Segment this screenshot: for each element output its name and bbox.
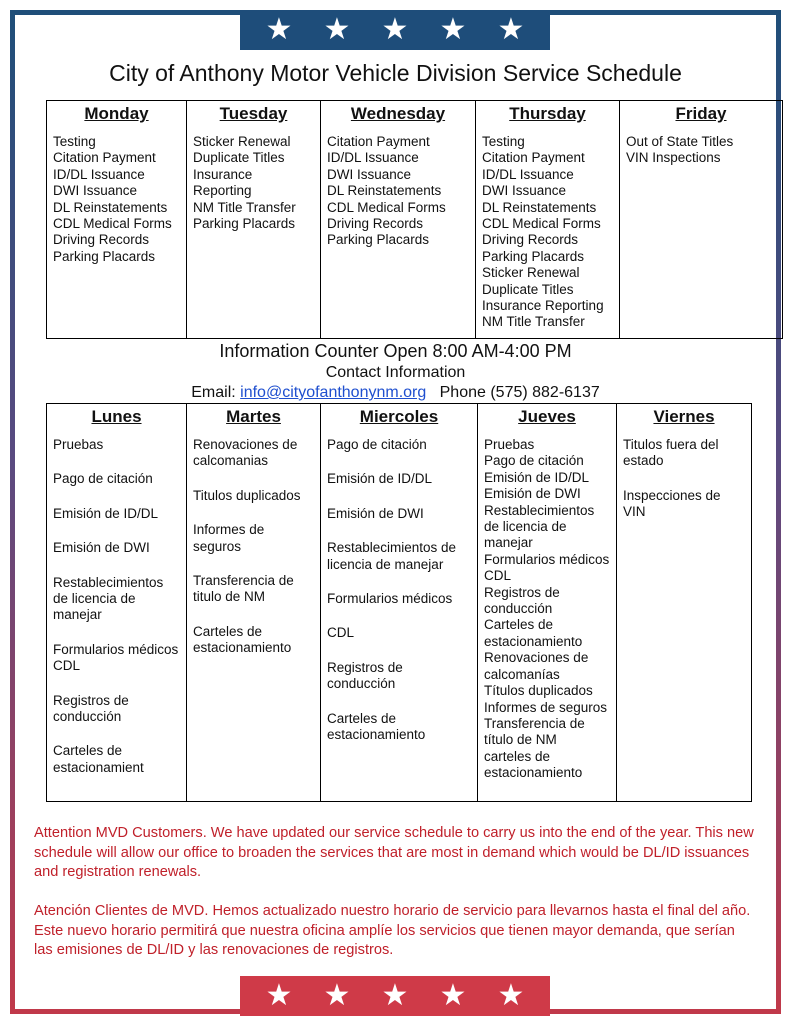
service-item: Parking Placards [193, 216, 296, 232]
service-item: Titulos fuera del estado [623, 437, 719, 469]
service-list [626, 134, 776, 167]
service-item: Restablecimientos de licencia de manejar [484, 502, 595, 551]
wednesday-column [321, 101, 476, 339]
service-item: Sticker Renewal [482, 265, 580, 281]
service-item: DL Reinstatements [53, 199, 168, 215]
day-heading: Thursday [509, 104, 586, 123]
day-heading: Wednesday [350, 104, 446, 123]
spanish-notice: Atención Clientes de MVD. Hemos actualizado nuestro horario de servicio para llevarnos hasta el final del año. Este nuevo horario permitirá que nuestra oficina amplíe los servicios que tienen mayor demanda, que serían las emisiones de DL/ID y las renovaciones de registros. [34, 903, 751, 958]
service-item: Inspecciones de VIN [623, 487, 721, 520]
service-item: Driving Records [327, 216, 424, 232]
service-item: Registros de conducción [484, 584, 560, 617]
lunes-column [47, 404, 187, 802]
star-icon: ★ [381, 12, 409, 47]
service-item: Carteles de estacionamiento [327, 710, 426, 743]
service-item: Driving Records [53, 232, 150, 248]
service-item: Pruebas [53, 437, 104, 452]
service-item: Parking Placards [327, 232, 430, 248]
service-item: Testing [53, 134, 96, 149]
service-list [53, 134, 180, 265]
martes-column [187, 404, 321, 802]
service-item: Citation Payment [53, 150, 156, 166]
service-list [193, 134, 314, 232]
service-list [623, 437, 745, 521]
service-item: Emisión de DWI [327, 505, 424, 521]
service-item: Pago de citación [327, 437, 427, 452]
email-link[interactable]: info@cityofanthonynm.org [240, 384, 427, 401]
service-item: Pago de citación [484, 453, 584, 469]
star-icon: ★ [497, 12, 525, 47]
service-item: Out of State Titles [626, 134, 734, 149]
service-item: Duplicate Titles [193, 150, 285, 166]
star-icon: ★ [439, 12, 467, 47]
star-icon: ★ [381, 978, 409, 1013]
service-item: Testing [482, 134, 525, 149]
english-notice: Attention MVD Customers. We have updated our service schedule to carry us into the end of the year. This new schedule will allow our office to broaden the services that are most in demand which would be DL/ID issuances and registration renewals. [34, 825, 754, 880]
service-item: Informes de seguros [484, 699, 608, 715]
service-list [327, 437, 471, 743]
day-heading: Martes [226, 407, 281, 426]
service-item: Insurance Reporting [482, 298, 604, 314]
service-item: DL Reinstatements [327, 183, 442, 199]
email-label: Email: [191, 384, 236, 401]
service-item: Emisión de DWI [53, 540, 150, 556]
service-item: Transferencia de título de NM [484, 715, 585, 748]
top-star-banner [240, 10, 550, 50]
service-item: Restablecimientos de licencia de manejar [327, 540, 457, 572]
day-heading: Tuesday [219, 104, 288, 123]
service-list [484, 437, 610, 782]
service-item: CDL Medical Forms [53, 216, 172, 232]
service-item: DWI Issuance [327, 166, 412, 182]
service-item: Pago de citación [53, 471, 153, 487]
service-list [327, 134, 469, 249]
service-item: Renovaciones de calcomanías [484, 650, 589, 682]
day-heading: Monday [84, 104, 149, 123]
tuesday-column [187, 101, 321, 339]
service-item: Citation Payment [327, 134, 430, 149]
service-item: Registros de conducción [53, 692, 129, 725]
service-item: ID/DL Issuance [482, 166, 574, 182]
service-item: CDL [327, 625, 355, 641]
service-list [53, 437, 180, 776]
service-item: DWI Issuance [482, 183, 567, 199]
service-item: Titulos duplicados [193, 487, 301, 503]
service-item: Sticker Renewal [193, 134, 291, 149]
service-item: VIN Inspections [626, 150, 721, 166]
star-icon: ★ [497, 978, 525, 1013]
bottom-star-banner [240, 976, 550, 1016]
service-item: NM Title Transfer [482, 314, 585, 330]
service-item: Registros de conducción [327, 659, 403, 692]
jueves-column [478, 404, 617, 802]
star-icon: ★ [323, 12, 351, 47]
service-item: DL Reinstatements [482, 199, 597, 215]
service-item: Carteles de estacionamiento [193, 623, 292, 656]
contact-heading: Contact Information [325, 364, 466, 381]
day-heading: Miercoles [359, 407, 439, 426]
service-item: Formularios médicos [327, 591, 453, 607]
monday-column [47, 101, 187, 339]
star-icon: ★ [265, 978, 293, 1013]
viernes-column [617, 404, 752, 802]
star-icon: ★ [323, 978, 351, 1013]
service-item: Driving Records [482, 232, 579, 248]
service-item: ID/DL Issuance [53, 166, 145, 182]
service-item: Restablecimientos de licencia de manejar [53, 574, 164, 623]
service-item: Carteles de estacionamiento [484, 617, 583, 649]
spanish-schedule-table [46, 403, 752, 802]
service-item: ID/DL Issuance [327, 150, 419, 166]
thursday-column [476, 101, 620, 339]
service-item: Transferencia de titulo de NM [193, 573, 294, 605]
day-heading: Friday [675, 104, 727, 123]
service-item: Pruebas [484, 437, 535, 452]
service-item: DWI Issuance [53, 183, 138, 199]
service-item: Emisión de DWI [484, 486, 581, 502]
counter-hours: Information Counter Open 8:00 AM-4:00 PM [219, 341, 572, 361]
miercoles-column [321, 404, 478, 802]
service-item: carteles de estacionamiento [484, 748, 583, 781]
service-item: Duplicate Titles [482, 281, 574, 297]
service-item: CDL Medical Forms [327, 199, 446, 215]
service-item: Emisión de ID/DL [53, 505, 159, 521]
service-item: Emisión de ID/DL [327, 471, 433, 487]
service-item: Reporting [193, 183, 252, 199]
service-item: CDL Medical Forms [482, 216, 601, 232]
service-item: Insurance [193, 166, 253, 182]
service-item: Formularios médicos CDL [53, 641, 179, 674]
service-item: Parking Placards [53, 248, 156, 264]
service-item: Emisión de ID/DL [484, 469, 590, 485]
service-item: Carteles de estacionamient [53, 743, 144, 775]
service-item: Citation Payment [482, 150, 585, 166]
service-list [193, 437, 314, 657]
service-item: Informes de seguros [193, 522, 265, 554]
service-item: Renovaciones de calcomanias [193, 437, 298, 469]
service-item: Parking Placards [482, 248, 585, 264]
service-item: Formularios médicos CDL [484, 551, 610, 584]
friday-column [620, 101, 783, 339]
day-heading: Viernes [653, 407, 715, 426]
page-title: City of Anthony Motor Vehicle Division Service Schedule [109, 60, 682, 86]
service-item: Títulos duplicados [484, 683, 593, 699]
day-heading: Lunes [91, 407, 142, 426]
english-schedule-table [46, 100, 783, 339]
phone-number: Phone (575) 882-6137 [439, 384, 600, 401]
star-icon: ★ [265, 12, 293, 47]
service-item: NM Title Transfer [193, 199, 296, 215]
star-icon: ★ [439, 978, 467, 1013]
service-list [482, 134, 613, 331]
day-heading: Jueves [518, 407, 576, 426]
contact-line [0, 384, 791, 402]
